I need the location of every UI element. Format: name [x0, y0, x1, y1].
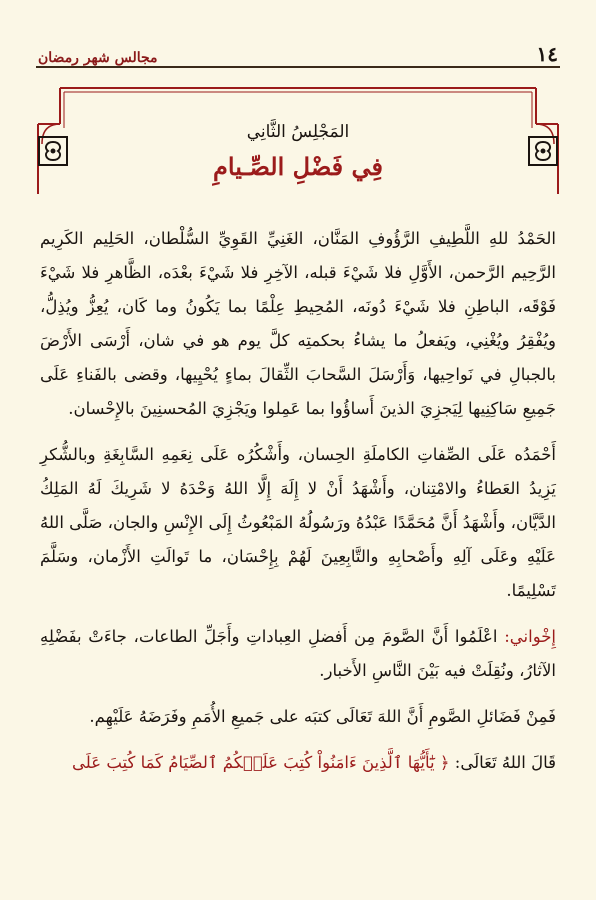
- quran-verse: ﴿ يَٰٓأَيُّهَا ٱلَّذِينَ ءَامَنُواْ كُتِبَ عَلَيۡكُمُ ٱلصِّيَامُ كَمَا كُتِبَ عَلَى: [72, 753, 455, 772]
- majlis-heading: المَجْلِسُ الثَّانِي: [246, 122, 350, 142]
- book-title: مجالس شهر رمضان: [38, 50, 158, 66]
- verse-intro: قَالَ اللهُ تَعَالَى:: [454, 753, 556, 772]
- paragraph-brothers-text: اعْلَمُوا أَنَّ الصَّومَ مِن أَفضلِ العِباداتِ وأَجَلِّ الطاعات، جاءَتْ بفَضْلِهِ الآثارُ، ونُقِلَتْ فيه بَيْنَ النَّاسِ الأَخبار.: [40, 627, 556, 680]
- header-rule: [36, 66, 560, 68]
- paragraph-testimony: أَحْمَدُه عَلَى الصِّفاتِ الكاملَةِ الحِسان، وأَشْكُرُه عَلَى نِعَمِهِ السَّابِغَةِ وبالشُّكرِ يَزِيدُ العَطاءُ والامْتِنان، وأَشْهَدُ أَنْ لا إِلَهَ إِلَّا اللهُ وَحْدَهُ لا شَرِيكَ لَهُ المَلِكُ الدَّيَّان، وأَشْهَدُ أَنَّ مُحَمَّدًا عَبْدُهُ ورَسُولُهُ المَبْعُوثُ إِلَى الإِنْسِ والجان، صَلَّى اللهُ عَلَيْهِ وعَلَى آلِهِ وأَصْحابِهِ والتَّابِعِينَ لَهُمْ بِإِحْسَان، ما تَوالَتِ الأَزْمان، وسَلَّمَ تَسْلِيمًا.: [40, 445, 556, 600]
- body-text: [40, 222, 556, 792]
- paragraph-praise: الحَمْدُ للهِ اللَّطِيفِ الرَّؤُوفِ المَنَّان، الغَنِيِّ القَوِيِّ السُّلْطان، الحَلِيم الكَرِيم الرَّحِيم الرَّحمن، الأَوَّلِ فلا شَيْءَ قبله، الآخِرِ فلا شَيْءَ بعْدَه، الظَّاهرِ فلا شَيْءَ فَوْقَه، الباطِنِ فلا شَيْءَ دُونَه، المُحِيطِ عِلْمًا بما يَكُونُ وما كَان، يُعِزُّ ويُذِلُّ، ويُفْقِرُ ويُغْنِي، ويَفعلُ ما يشاءُ بحكمتِه كلَّ يوم هو في شان، أَرْسَى الأَرْضَ بالجبالِ في نَواحِيها، وَأَرْسَلَ السَّحابَ الثِّقالَ بماءٍ يُحْيِيها، وقضى بالفَناءِ عَلَى جَمِيعِ سَاكِنِيها لِيَجزِيَ الذينَ أَساؤُوا بما عَمِلوا ويَجْزِيَ المُحسنِينَ بالإِحْسان.: [40, 229, 556, 418]
- running-header: [38, 40, 558, 66]
- section-title: فِي فَضْلِ الصِّـيامِ: [213, 152, 383, 181]
- page-number: ١٤: [536, 42, 558, 66]
- address-label: إِخْواني:: [504, 627, 556, 646]
- paragraph-brothers: [40, 620, 556, 688]
- paragraph-verse: [40, 746, 556, 780]
- paragraph-virtues: فَمِنْ فَضَائلِ الصَّومِ أَنَّ اللهَ تَعَالَى كتبَه على جَميعِ الأُمَمِ وفَرَضَهُ عَلَيْهِم.: [89, 707, 556, 726]
